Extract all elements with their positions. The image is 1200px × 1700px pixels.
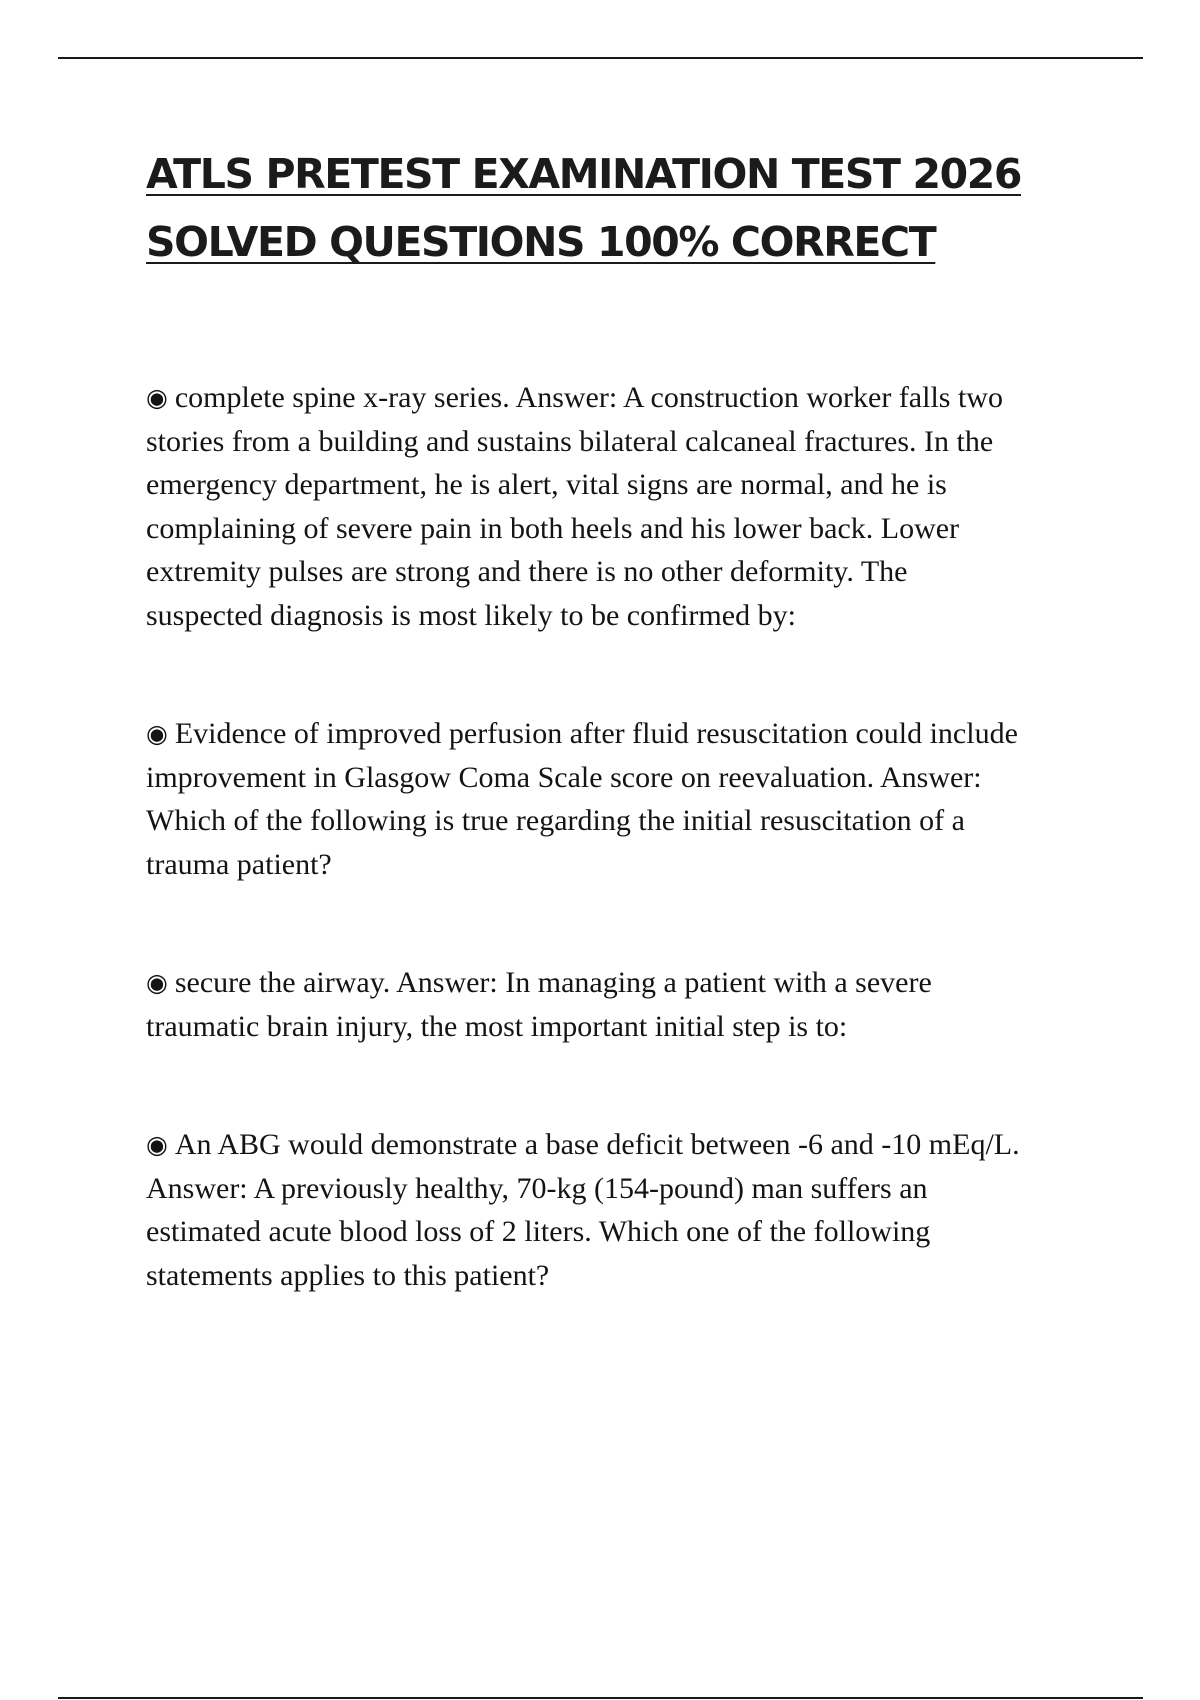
qa-line: secure the airway. Answer: In managing a patient with a severe [174, 966, 932, 999]
bottom-divider [58, 1697, 1143, 1699]
qa-line: complete spine x-ray series. Answer: A construction worker falls two [174, 381, 1003, 414]
bullet-icon: ◉ [146, 968, 168, 997]
bullet-icon: ◉ [146, 719, 168, 748]
bullet-icon: ◉ [146, 1130, 168, 1159]
top-divider [58, 57, 1143, 59]
qa-line: extremity pulses are strong and there is no other deformity. The [146, 555, 908, 588]
qa-line: complaining of severe pain in both heels and his lower back. Lower [146, 511, 960, 545]
qa-item [146, 961, 1106, 1048]
qa-line: Evidence of improved perfusion after fluid resuscitation could include [174, 717, 1018, 750]
qa-line: statements applies to this patient? [146, 1258, 550, 1292]
qa-line: trauma patient? [146, 847, 332, 881]
qa-line: traumatic brain injury, the most important initial step is to: [146, 1009, 848, 1043]
qa-item [146, 712, 1106, 886]
qa-line: estimated acute blood loss of 2 liters. Which one of the following [146, 1215, 931, 1248]
bullet-icon: ◉ [146, 383, 168, 412]
document-title [146, 140, 1106, 276]
title-line-1: ATLS PRETEST EXAMINATION TEST 2026 [146, 150, 1022, 198]
qa-line: Which of the following is true regarding the initial resuscitation of a [146, 804, 965, 837]
qa-item [146, 376, 1106, 637]
qa-line: Answer: A previously healthy, 70-kg (154-pound) man suffers an [146, 1171, 928, 1205]
qa-line: improvement in Glasgow Coma Scale score on reevaluation. Answer: [146, 760, 982, 794]
qa-list [146, 376, 1106, 1297]
qa-line: An ABG would demonstrate a base deficit between -6 and -10 mEq/L. [174, 1128, 1020, 1161]
qa-line: emergency department, he is alert, vital signs are normal, and he is [146, 468, 947, 501]
qa-item [146, 1123, 1106, 1297]
qa-line: stories from a building and sustains bilateral calcaneal fractures. In the [146, 424, 994, 458]
qa-line: suspected diagnosis is most likely to be confirmed by: [146, 598, 796, 632]
title-line-2: SOLVED QUESTIONS 100% CORRECT [146, 218, 936, 266]
